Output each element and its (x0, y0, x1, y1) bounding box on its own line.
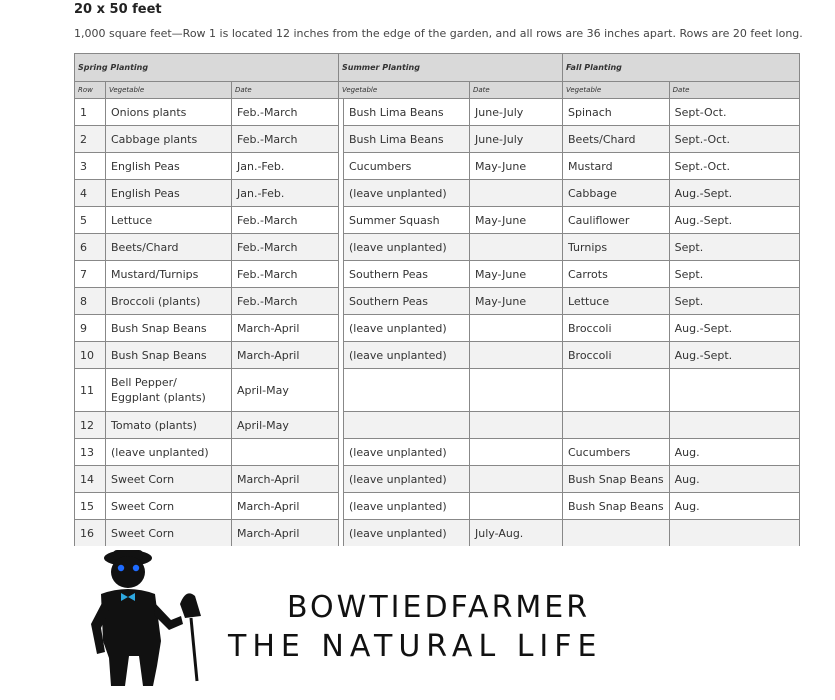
table-row (75, 369, 800, 412)
spring-date-cell: Feb.-March (232, 126, 339, 153)
row-number-cell: 10 (75, 342, 106, 369)
spring-vegetable-cell: Mustard/Turnips (106, 261, 232, 288)
table-row (75, 493, 800, 520)
season-spring: Spring Planting (75, 54, 339, 82)
summer-date-cell: May-June (470, 207, 563, 234)
spring-vegetable-cell: Bush Snap Beans (106, 315, 232, 342)
summer-date-cell: June-July (470, 126, 563, 153)
spring-vegetable-cell: Tomato (plants) (106, 412, 232, 439)
table-row (75, 439, 800, 466)
summer-vegetable-cell: Summer Squash (344, 207, 470, 234)
summer-vegetable-cell (344, 369, 470, 412)
fall-date-cell: Sept. (669, 288, 799, 315)
table-row (75, 342, 800, 369)
season-summer: Summer Planting (339, 54, 563, 82)
summer-date-cell (470, 412, 563, 439)
col-row: Row (75, 82, 106, 99)
fall-date-cell: Sept-Oct. (669, 99, 799, 126)
row-number-cell: 7 (75, 261, 106, 288)
fall-date-cell: Aug.-Sept. (669, 207, 799, 234)
spring-date-cell: March-April (232, 493, 339, 520)
brand-tagline: THE NATURAL LIFE (228, 629, 603, 664)
spring-vegetable-cell: Sweet Corn (106, 520, 232, 547)
season-fall: Fall Planting (563, 54, 800, 82)
summer-vegetable-cell: (leave unplanted) (344, 439, 470, 466)
table-row (75, 315, 800, 342)
fall-vegetable-cell: Broccoli (563, 315, 670, 342)
spring-vegetable-cell: Bell Pepper/ Eggplant (plants) (106, 369, 232, 412)
row-number-cell: 13 (75, 439, 106, 466)
summer-date-cell: June-July (470, 99, 563, 126)
table-row (75, 520, 800, 547)
table-row (75, 234, 800, 261)
farmer-right-eye (133, 565, 139, 571)
spring-date-cell: Feb.-March (232, 99, 339, 126)
spring-date-cell: Jan.-Feb. (232, 153, 339, 180)
fall-vegetable-cell: Bush Snap Beans (563, 466, 670, 493)
summer-vegetable-cell: Bush Lima Beans (344, 99, 470, 126)
fall-vegetable-cell: Cabbage (563, 180, 670, 207)
spring-date-cell: Feb.-March (232, 288, 339, 315)
fall-vegetable-cell: Broccoli (563, 342, 670, 369)
spring-vegetable-cell: English Peas (106, 180, 232, 207)
fall-vegetable-cell: Cucumbers (563, 439, 670, 466)
col-spring-vegetable: Vegetable (106, 82, 232, 99)
row-number-cell: 9 (75, 315, 106, 342)
fall-date-cell (669, 412, 799, 439)
col-fall-date: Date (669, 82, 799, 99)
fall-date-cell: Sept. (669, 234, 799, 261)
spring-vegetable-cell: Cabbage plants (106, 126, 232, 153)
col-fall-vegetable: Vegetable (563, 82, 670, 99)
summer-vegetable-cell: Southern Peas (344, 288, 470, 315)
summer-vegetable-cell: (leave unplanted) (344, 180, 470, 207)
col-summer-vegetable: Vegetable (339, 82, 470, 99)
col-summer-date: Date (470, 82, 563, 99)
table-row (75, 180, 800, 207)
fall-date-cell: Sept.-Oct. (669, 153, 799, 180)
row-number-cell: 2 (75, 126, 106, 153)
fall-date-cell (669, 369, 799, 412)
row-number-cell: 4 (75, 180, 106, 207)
summer-vegetable-cell (344, 412, 470, 439)
summer-vegetable-cell: (leave unplanted) (344, 493, 470, 520)
fall-vegetable-cell: Bush Snap Beans (563, 493, 670, 520)
fall-vegetable-cell (563, 520, 670, 547)
spring-vegetable-cell: Lettuce (106, 207, 232, 234)
summer-vegetable-cell: Bush Lima Beans (344, 126, 470, 153)
fall-vegetable-cell: Carrots (563, 261, 670, 288)
summer-date-cell (470, 234, 563, 261)
spring-date-cell: Feb.-March (232, 261, 339, 288)
spring-vegetable-cell: Bush Snap Beans (106, 342, 232, 369)
spring-date-cell: April-May (232, 412, 339, 439)
row-number-cell: 11 (75, 369, 106, 412)
spring-date-cell: March-April (232, 315, 339, 342)
brand-name: BOWTIEDFARMER (287, 590, 591, 625)
fall-date-cell: Aug.-Sept. (669, 342, 799, 369)
summer-date-cell (470, 493, 563, 520)
spring-date-cell: March-April (232, 520, 339, 547)
fall-date-cell: Aug. (669, 439, 799, 466)
spring-vegetable-cell: Onions plants (106, 99, 232, 126)
summer-date-cell: May-June (470, 261, 563, 288)
table-row (75, 153, 800, 180)
spring-date-cell: Feb.-March (232, 234, 339, 261)
summer-date-cell (470, 180, 563, 207)
fall-vegetable-cell: Lettuce (563, 288, 670, 315)
spring-vegetable-cell: (leave unplanted) (106, 439, 232, 466)
table-body (75, 99, 800, 547)
table-row (75, 412, 800, 439)
row-number-cell: 3 (75, 153, 106, 180)
summer-vegetable-cell: (leave unplanted) (344, 466, 470, 493)
fall-vegetable-cell: Spinach (563, 99, 670, 126)
table-row (75, 126, 800, 153)
row-number-cell: 5 (75, 207, 106, 234)
fall-date-cell: Aug.-Sept. (669, 315, 799, 342)
season-header-row (75, 54, 800, 82)
farmer-logo (83, 546, 213, 696)
fall-vegetable-cell: Beets/Chard (563, 126, 670, 153)
column-header-row (75, 82, 800, 99)
fall-vegetable-cell: Turnips (563, 234, 670, 261)
summer-date-cell (470, 315, 563, 342)
garden-description: 1,000 square feet—Row 1 is located 12 inches from the edge of the garden, and all rows are 36 inches apart. Rows are 20 feet long. (74, 27, 803, 40)
spring-date-cell (232, 439, 339, 466)
spring-vegetable-cell: Broccoli (plants) (106, 288, 232, 315)
spring-date-cell: April-May (232, 369, 339, 412)
row-number-cell: 12 (75, 412, 106, 439)
summer-date-cell (470, 439, 563, 466)
fall-date-cell: Sept.-Oct. (669, 126, 799, 153)
row-number-cell: 1 (75, 99, 106, 126)
row-number-cell: 6 (75, 234, 106, 261)
summer-date-cell: July-Aug. (470, 520, 563, 547)
table-row (75, 288, 800, 315)
summer-vegetable-cell: Cucumbers (344, 153, 470, 180)
spring-date-cell: Feb.-March (232, 207, 339, 234)
summer-date-cell (470, 466, 563, 493)
row-number-cell: 15 (75, 493, 106, 520)
page-title: 20 x 50 feet (74, 2, 162, 17)
spring-date-cell: March-April (232, 342, 339, 369)
spring-vegetable-cell: Beets/Chard (106, 234, 232, 261)
spring-date-cell: Jan.-Feb. (232, 180, 339, 207)
summer-vegetable-cell: (leave unplanted) (344, 520, 470, 547)
summer-date-cell: May-June (470, 288, 563, 315)
fall-date-cell: Aug. (669, 493, 799, 520)
spring-vegetable-cell: Sweet Corn (106, 466, 232, 493)
planting-table (74, 53, 800, 547)
spring-date-cell: March-April (232, 466, 339, 493)
spring-vegetable-cell: English Peas (106, 153, 232, 180)
fall-vegetable-cell: Mustard (563, 153, 670, 180)
summer-date-cell: May-June (470, 153, 563, 180)
fall-date-cell (669, 520, 799, 547)
row-number-cell: 14 (75, 466, 106, 493)
summer-vegetable-cell: (leave unplanted) (344, 234, 470, 261)
farmer-left-eye (118, 565, 124, 571)
fall-vegetable-cell (563, 412, 670, 439)
summer-vegetable-cell: Southern Peas (344, 261, 470, 288)
fall-date-cell: Sept. (669, 261, 799, 288)
row-number-cell: 8 (75, 288, 106, 315)
fall-vegetable-cell (563, 369, 670, 412)
col-spring-date: Date (232, 82, 339, 99)
table-row (75, 261, 800, 288)
fall-vegetable-cell: Cauliflower (563, 207, 670, 234)
summer-date-cell (470, 342, 563, 369)
spring-vegetable-cell: Sweet Corn (106, 493, 232, 520)
row-number-cell: 16 (75, 520, 106, 547)
table-row (75, 466, 800, 493)
brand-banner (75, 546, 755, 696)
summer-vegetable-cell: (leave unplanted) (344, 342, 470, 369)
fall-date-cell: Aug. (669, 466, 799, 493)
table-row (75, 207, 800, 234)
summer-vegetable-cell: (leave unplanted) (344, 315, 470, 342)
fall-date-cell: Aug.-Sept. (669, 180, 799, 207)
summer-date-cell (470, 369, 563, 412)
table-row (75, 99, 800, 126)
